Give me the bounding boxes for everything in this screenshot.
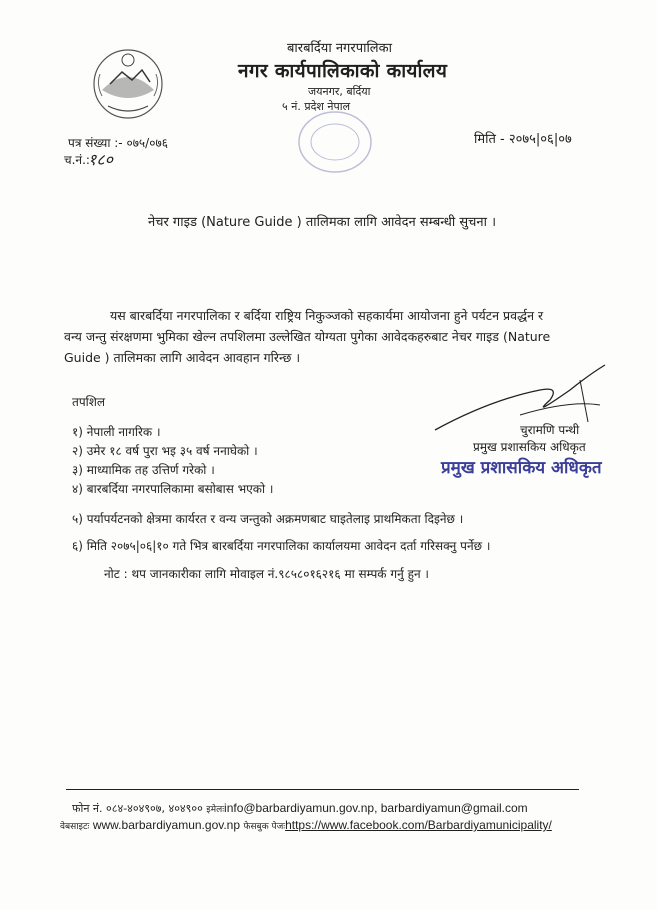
office-name: नगर कार्यपालिकाको कार्यालय [238,60,448,82]
signatory-name: चुरामणि पन्थी [520,423,580,437]
organization-name: बारबर्दिया नगरपालिका [287,41,392,56]
contact-note: नोट : थप जानकारीका लागि मोवाइल नं.९८५८०१६२१६ मा सम्पर्क गर्नु हुन । [104,567,429,581]
body-line-1: यस बारबर्दिया नगरपालिका र बर्दिया राष्ट्रिय निकुञ्जको सहकार्यमा आयोजना हुने पर्यटन प्रवर्द्धन र [110,308,544,323]
signatory-title: प्रमुख प्रशासकिय अधिकृत [473,440,586,454]
footer-website-link[interactable]: www.barbardiyamun.gov.np [92,818,241,832]
requirement-item: २) उमेर १८ वर्ष पुरा भइ ३५ वर्ष ननाघेको । [72,444,258,458]
footer-contact [72,801,528,816]
details-heading: तपशिल [72,395,106,409]
requirement-item: ६) मिति २०७५|०६|१० गते भित्र बारबर्दिया नगरपालिका कार्यालयमा आवेदन दर्ता गरिसक्नु पर्नेछ । [72,539,491,553]
requirement-item: १) नेपाली नागरिक । [72,425,161,439]
requirement-item: ५) पर्यापर्यटनको क्षेत्रमा कार्यरत र वन्य जन्तुको अक्रमणबाट घाइतेलाइ प्राथमिकता दिइनेछ । [72,512,464,526]
office-province: ५ नं. प्रदेश नेपाल [282,100,351,113]
requirement-item: ४) बारबर्दिया नगरपालिकामा बसोबास भएको । [72,482,274,496]
footer-email-label: इमेलः [206,805,225,815]
footer-divider [66,789,579,790]
nepal-emblem-icon [88,44,168,122]
footer-web [60,818,552,832]
office-address: जयनगर, बर्दिया [308,85,371,98]
letter-number: पत्र संख्या :- ०७५/०७६ [68,136,168,150]
letter-date: मिति - २०७५|०६|०७ [474,132,572,147]
dispatch-label: च.नं.: [64,153,90,167]
body-paragraph [64,305,636,368]
subject-line: नेचर गाइड (Nature Guide ) तालिमका लागि आवेदन सम्बन्धी सुचना । [148,215,497,230]
requirement-item: ३) माध्यामिक तह उत्तिर्ण गरेको । [72,463,215,477]
dispatch-number: १८० [88,150,113,169]
body-line-3: Guide ) तालिमका लागि आवेदन आवहान गरिन्छ । [64,350,301,365]
footer-facebook-label: फेसबुक पेजः [243,822,286,832]
signatory-stamp: प्रमुख प्रशासकिय अधिकृत [441,458,602,478]
footer-facebook-link[interactable]: https://www.facebook.com/Barbardiyamunicipality/ [285,818,552,832]
footer-website-label: वेबसाइटः [60,822,90,832]
footer-phone: फोन नं. ०८४-४०४९०७, ४०४९०० [72,802,203,815]
office-seal-icon [295,108,375,176]
body-line-2: वन्य जन्तु संरक्षणमा भुमिका खेल्न तपशिलमा उल्लेखित योग्यता पुगेका आवेदकहरुबाट नेचर गाइड (Nature [64,329,551,344]
footer-email[interactable]: info@barbardiyamun.gov.np, barbardiyamun@gmail.com [224,801,528,815]
